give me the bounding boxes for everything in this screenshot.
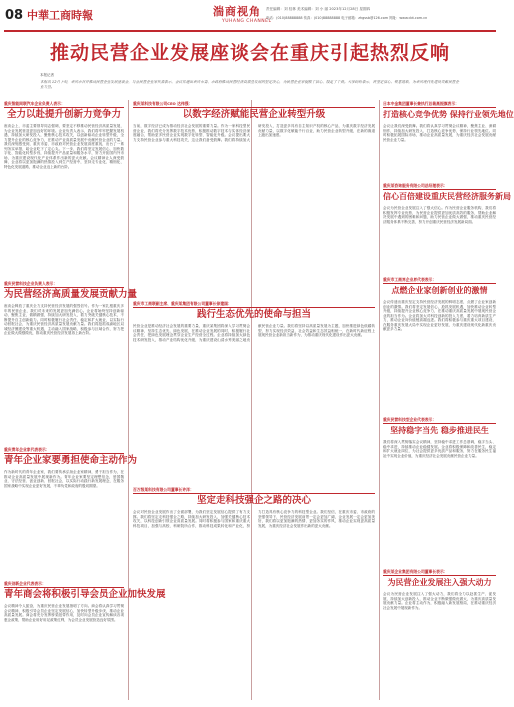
article-rule <box>133 493 375 494</box>
section-name: 中華工商時報 <box>27 9 93 22</box>
article-body: 会议为民营企业发展注入了强大动力，我们将全力以赴抓生产、促发展，持续加大创新投入，推动企业不断做强做优做大，为重庆高质量发展贡献力量。企业将主动作为，积极融入新发展格局，在推动重庆经济社会发展中展现新作为。 <box>383 592 496 610</box>
article-3 <box>4 447 138 578</box>
article-body: 会议让我们深受鼓舞。我们将认真学习贯彻会议精神，聚焦主业、深耕细作，持续加大研发投入，打造核心竞争优势，保持行业领先地位。同时积极拓展国际市场，推动企业高质量发展，为重庆经济社会发展贡献民营企业力量。 <box>383 124 496 142</box>
article-body: 当前，数字经济已成为推动经济社会发展的重要力量。作为一家科技型民营企业，我们将充分发挥数字技术优势，积极推动数字技术与实体经济深度融合，帮助更多民营企业实现数字化转型、智能化升级。会议提出要大力支持民营企业参与重大科技攻关，这让我们备受鼓舞。我们将持续加大研发投入，打造更多具有自主知识产权的核心产品，为重庆数字经济发展贡献力量，以数字化赋能千行百业，助力民营企业转型升级，在新的赛道上跑出加速度。 <box>133 124 375 142</box>
column-divider <box>379 100 380 700</box>
article-4 <box>4 581 166 702</box>
article-rule <box>4 587 124 588</box>
article-title: 全力以赴提升创新力竞争力 <box>6 109 121 120</box>
article-body: 我们将深入贯彻落实会议精神，坚持稳中求进工作总基调，稳字当头、稳中求进，持续推动企业稳健发展。企业将积极保障和改善民生，稳定和扩大就业岗位，为社会提供更多优质产品和服务，努力在服务民生福祉中实现企业价值，为重庆经济社会发展贡献民营企业力量。 <box>383 440 496 458</box>
column-logo-english: YUHANG CHANNEL <box>222 19 272 24</box>
article-title: 青年企业家要勇担使命主动作为 <box>4 455 138 466</box>
article-title: 坚定走科技强企之路的决心 <box>196 495 311 506</box>
article-6 <box>133 301 375 482</box>
column-divider <box>128 100 129 700</box>
article-kicker: 重庆创新企业代表表示： <box>4 581 46 586</box>
article-kicker: 重庆青年企业家代表表示： <box>4 447 50 452</box>
article-title: 以数字经济赋能民营企业转型升级 <box>182 109 326 120</box>
article-kicker: 重庆某企业集团有限公司董事长表示： <box>383 569 448 574</box>
article-body: 民营企业是推动经济社会发展的重要力量，重庆某集团将深入学习贯彻会议精神，坚持生态优先、绿色发展，在推动企业发展的同时，积极履行社会责任，把绿色发展理念贯穿企业生产经营全过程。企业将持续加大绿色技术研发投入，推动产业结构优化升级，为重庆建设山清水秀美丽之地贡献民营企业力量。我们将坚持以高质量发展为主题，加快推进绿色低碳转型，努力实现经济效益、社会效益和生态效益相统一，在新时代新征程上展现民营企业新担当新作为，为推动重庆现代化建设作出更大贡献。 <box>133 324 375 342</box>
article-8 <box>383 101 514 178</box>
column-logo: 湍商视角 <box>213 5 261 18</box>
article-rule <box>4 287 124 288</box>
article-rule <box>383 107 496 108</box>
article-rule <box>383 189 496 190</box>
article-rule <box>383 423 496 424</box>
article-kicker: 重庆某科技有限公司CEO 达伟强： <box>133 101 193 106</box>
article-body: 座谈会上，市委主要领导同志强调，要坚定不移推动民营经济高质量发展，为企业发展营造更加良好的环境。企业负责人表示，我们将牢牢把握发展机遇，持续加大研发投入，聚焦核心技术攻关，以创新驱动企业转型升级，全力提升企业的核心竞争力，在推动产业高质量发展中贡献民营企业的力量。我们深刻感受到，重庆市委、市政府对民营企业发展高度重视，出台了一系列务实举措，给企业吃下了定心丸。下一步，我们将坚定发展信心，加快数字化、智能化转型步伐，持续提升产品质量和服务水平，努力开拓国内外市场，为重庆建设现代化产业体系作出新的更大贡献。会议精神让人深受鼓舞，企业将以更加饱满的热情投入到生产经营中，坚持走专业化、精细化、特色化发展道路，推动企业迈上新的台阶。 <box>4 124 124 169</box>
article-body: 作为新时代的青年企业家，我们要传承弘扬企业家精神，勇于担当作为，在推动企业高质量发展中展现新作为。青年企业家要坚定理想信念，爱国敬业、守法经营、创业创新、回报社会，以实际行动践行新发展理念，在服务国家战略中实现企业更好发展，不辜负党和政府的殷切期望。 <box>4 470 124 488</box>
article-title: 坚持稳字当先 稳步推进民生 <box>390 426 489 435</box>
article-1 <box>4 101 124 274</box>
article-title: 为民营经济高质量发展贡献力量 <box>4 289 138 300</box>
article-title: 为民营企业发展注入强大动力 <box>387 578 492 587</box>
article-7 <box>133 487 375 700</box>
lead-paragraph: 本报讯 12月下旬，重庆市召开推动民营企业发展座谈会，与会民营企业家代表表示，会议传递出重庆市委、市政府推动民营经济高质量发展的坚定决心，为民营企业家提振了信心、鼓足了干劲。大家纷纷表示，将坚定信心、锐意进取，为重庆现代化建设贡献民营企业力量。 <box>40 80 459 90</box>
article-5 <box>133 101 375 294</box>
header-info-line-2: 电话：(010)88888888 传真：(010)88888888 电子邮箱：zhgssb@126.com 网址：www.cbt.com.cn <box>266 16 428 20</box>
article-11 <box>383 417 496 550</box>
article-9 <box>383 183 511 266</box>
article-kicker: 重庆市工商界企业界代表表示： <box>383 277 437 282</box>
main-headline: 推动民营企业发展座谈会在重庆引起热烈反响 <box>49 42 450 64</box>
article-title: 点燃企业家创新创业的激情 <box>391 286 488 295</box>
article-rule <box>383 283 496 284</box>
article-kicker: 重庆某咨询服务有限公司总经理表示： <box>383 183 448 188</box>
article-kicker: 日本中金集团董事长兼执行总裁高振旗表示： <box>383 101 459 106</box>
article-body: 会议对民营企业发展作出了全面部署，为我们坚定发展信心提供了有力支撑。我们将坚定走科技强企之路，持续加大研发投入，加强关键核心技术攻关，以科技创新引领企业高质量发展。同时将积极参与国家和重庆重大科技项目，加强与高校、科研院所合作，推动科技成果转化和产业化，努力打造具有核心竞争力的科技型企业。我们坚信，在重庆市委、市政府的坚强领导下，民营经济发展前景一定会更加广阔，企业发展一定会更加美好，我们将以更加饱满的热情、更加务实的作风，推动企业实现更高质量发展，为重庆经济社会发展作出新的更大贡献。 <box>133 510 375 528</box>
reporter-byline: 本报记者 <box>40 73 54 77</box>
page-number: 08 <box>5 8 24 23</box>
article-rule <box>383 575 496 576</box>
article-kicker: 重庆市工商联副主席、重庆某集团有限公司董事长徐建国： <box>133 301 232 306</box>
article-title: 信心百倍建设重庆民营经济服务新局 <box>383 192 511 201</box>
header-info-line-1: 责任编辑：刘 桂林 美术编辑：刘 小 丽 2023年12月28日 星期四 <box>266 7 371 11</box>
header-rule <box>4 30 496 32</box>
article-kicker: 重庆民营科技企业负责人表示： <box>4 281 58 286</box>
article-rule <box>133 307 375 308</box>
article-body: 会议为民营企业发展注入了强大信心。作为民营企业服务机构，我们将积极发挥专业优势，为民营企业提供更加优质高效的服务，帮助企业解决发展中遇到的困难和问题，助力民营企业做大做强，推动重庆民营经济服务体系不断完善，努力开创重庆民营经济发展新局面。 <box>383 206 496 224</box>
article-rule <box>133 107 375 108</box>
article-title: 践行生态优先的使命与担当 <box>196 309 311 320</box>
page-header <box>0 0 500 32</box>
article-title: 打造核心竞争优势 保持行业领先地位 <box>383 110 514 119</box>
article-12 <box>383 569 496 696</box>
article-rule <box>4 453 124 454</box>
article-body: 座谈会释放了重庆全力支持民营经济发展的强烈信号。作为一家扎根重庆多年的民营企业，我们对未来的发展更加充满信心。企业将始终坚持创新驱动，聚焦主业，做精做强，持续加大研发投入，着力突破关键核心技术，不断提升自主创新能力。同时积极履行社会责任，稳定和扩大就业，以实际行动回报社会，为重庆民营经济高质量发展贡献力量。我们将抢抓成渝地区双城经济圈建设等重大机遇，主动融入国家战略，积极参与区域合作，努力把企业做大做强做优，推动重庆民营经济发展再上新台阶。 <box>4 304 124 336</box>
article-kicker: 重庆智能网联汽车企业负责人表示： <box>4 101 65 106</box>
article-2 <box>4 281 138 442</box>
article-10 <box>383 277 496 406</box>
article-kicker: 百万级某科技有限公司董事长许洋： <box>133 487 194 492</box>
article-body: 会议传递出重庆坚定支持民营经济发展的鲜明态度，点燃了企业家创新创业的激情。我们将坚定发展信心，抢抓发展机遇，加快推动企业转型升级，持续提升企业核心竞争力，在推动重庆高质量发展中展现民营企业的担当作为。企业将加大对科技创新的投入力度，着力培育新质生产力，推动企业向价值链高端迈进。我们将积极参与重庆重大项目建设，在服务重庆发展大局中实现企业更好发展，为重庆建设现代化新重庆贡献更多力量。 <box>383 300 496 332</box>
article-rule <box>4 107 124 108</box>
article-body: 会议精神令人振奋，为重庆民营企业发展指明了方向。商会将认真学习贯彻会议精神，积极引导会员企业坚定发展信心，加快转型升级步伐，推动企业高质量发展。商会将充分发挥桥梁纽带作用，及时向会员企业宣传解读各项惠企政策，帮助企业用好用足政策红利，为会员企业发展营造良好氛围。 <box>4 604 124 622</box>
article-title: 青年商会将积极引导会员企业加快发展 <box>4 589 166 600</box>
article-kicker: 重庆民营科技型企业代表表示： <box>383 417 437 422</box>
